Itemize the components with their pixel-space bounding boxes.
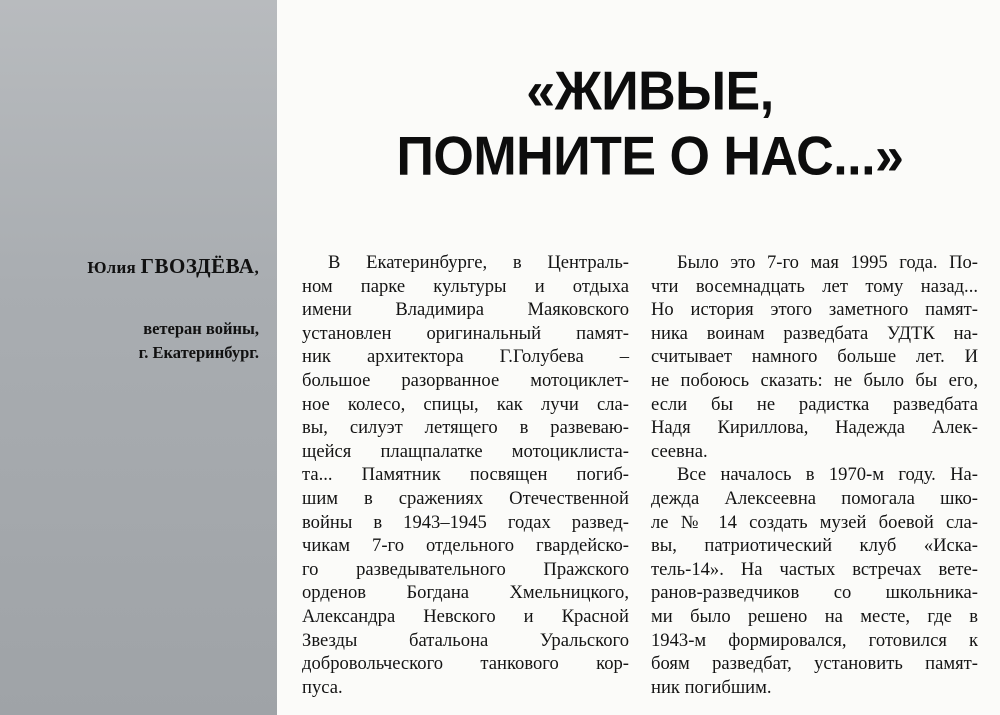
author-role-line: ветеран войны, [143,319,259,338]
text-line: Надя Кириллова, Надежда Алек- [651,417,978,439]
author-name [19,254,259,279]
text-line: щейся плащпалатке мотоциклиста- [302,440,629,462]
text-line: 1943-м формировался, готовился к [651,629,978,651]
text-line: установлен оригинальный памят- [302,322,629,344]
title-line-2: ПОМНИТЕ О НАС...» [396,126,904,187]
article-title [300,59,1000,189]
text-line: ника воинам разведбата УДТК на- [651,322,978,344]
text-line: ном парке культуры и отдыха [302,275,629,297]
text-line: если бы не радистка разведбата [651,393,978,415]
text-line: чти восемнадцать лет тому назад... [651,275,978,297]
text-line: ное колесо, спицы, как лучи сла- [302,393,629,415]
sidebar-panel [0,0,277,715]
title-line-1: «ЖИВЫЕ, [526,61,774,122]
text-line: ми было решено на месте, где в [651,605,978,627]
text-line: ранов-разведчиков со школьника- [651,582,978,604]
text-line: го разведывательного Пражского [302,558,629,580]
author-comma: , [254,258,259,277]
text-line: войны в 1943–1945 годах развед- [302,511,629,533]
text-column-1 [302,251,629,699]
text-line: ник погибшим. [651,676,772,698]
text-line: дежда Алексеевна помогала шко- [651,487,978,509]
text-line: считывает намного больше лет. И [651,346,978,368]
text-line: тель-14». На частых встречах вете- [651,558,978,580]
text-line: В Екатеринбурге, в Централь- [328,252,629,273]
text-line: Звезды батальона Уральского [302,629,629,651]
author-block [19,254,259,365]
text-line: боям разведбат, установить памят- [651,653,978,675]
text-line: ле № 14 создать музей боевой сла- [651,511,978,533]
text-line: большое разорванное мотоциклет- [302,369,629,391]
text-line: пуса. [302,676,343,698]
text-line: орденов Богдана Хмельницкого, [302,582,629,604]
author-first-name: Юлия [87,258,137,277]
text-line: шим в сражениях Отечественной [302,487,629,509]
text-line: Но история этого заметного памят- [651,299,978,321]
text-line: Александра Невского и Красной [302,605,629,627]
text-line: не побоюсь сказать: не было бы его, [651,369,978,391]
text-line: сеевна. [651,440,708,462]
text-line: чикам 7-го отдельного гвардейско- [302,535,629,557]
text-line: добровольческого танкового кор- [302,653,629,675]
text-line: та... Памятник посвящен погиб- [302,464,629,486]
text-line: Было это 7-го мая 1995 года. По- [677,252,978,273]
author-surname: ГВОЗДЁВА [140,254,255,278]
text-line: Все началось в 1970-м году. На- [677,464,978,486]
text-column-2 [651,251,978,699]
author-role [19,317,259,365]
text-line: вы, силуэт летящего в развеваю- [302,417,629,439]
author-location-line: г. Екатеринбург. [138,343,259,362]
text-line: вы, патриотический клуб «Иска- [651,535,978,557]
text-line: имени Владимира Маяковского [302,299,629,321]
text-line: ник архитектора Г.Голубева – [302,346,629,368]
